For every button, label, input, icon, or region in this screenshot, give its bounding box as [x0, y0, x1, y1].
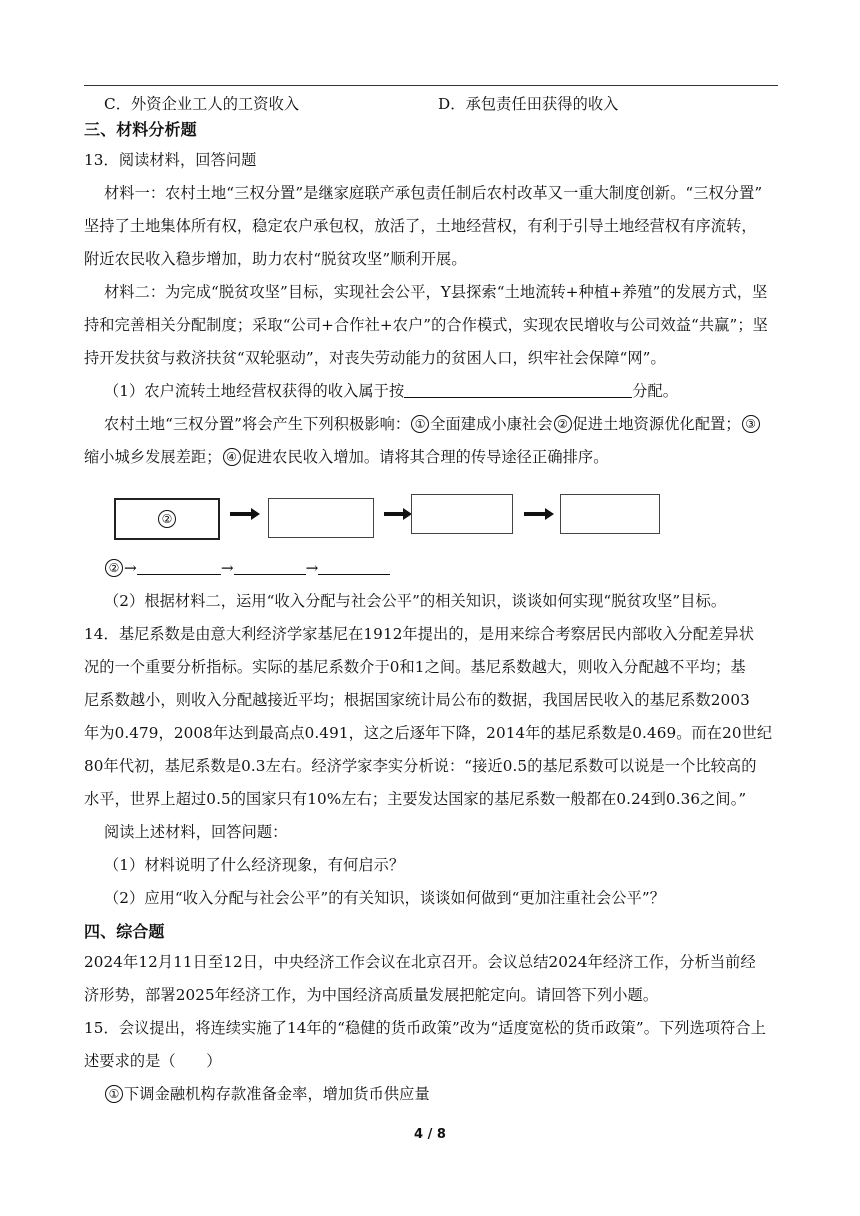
item-2-number: ②	[554, 415, 572, 433]
q13-chain-line2	[84, 447, 784, 467]
q13-stem: 13．阅读材料，回答问题	[84, 151, 257, 169]
q13-chain-line1	[104, 414, 804, 434]
q15-option1	[104, 1084, 804, 1104]
q13-material2-line2: 持和完善相关分配制度；采取“公司+合作社+农户”的合作模式，实现农民增收与公司效益“共赢”；坚	[84, 316, 768, 334]
q14-question1: （1）材料说明了什么经济现象，有何启示？	[104, 856, 405, 874]
answer-arrow-2: →	[220, 559, 234, 577]
q13-material1-line1: 材料一：农村土地“三权分置”是继家庭联产承包责任制后农村改革又一重大制度创新。“三权分置”	[104, 184, 763, 202]
q14-line4: 年为0.479，2008年达到最高点0.491，这之后逐年下降，2014年的基尼系数是0.469。而在20世纪	[84, 724, 773, 742]
section4-intro-line2: 济形势，部署2025年经济工作，为中国经济高质量发展把舵定向。请回答下列小题。	[84, 986, 659, 1004]
option-d: D．承包责任田获得的收入	[438, 95, 619, 113]
q14-line3: 尼系数越小，则收入分配越接近平均；根据国家统计局公布的数据，我国居民收入的基尼系数2003	[84, 691, 750, 709]
q14-line2: 况的一个重要分析指标。实际的基尼系数介于0和1之间。基尼系数越大，则收入分配越不平均；基	[84, 658, 746, 676]
flow-box-3[interactable]	[411, 494, 513, 534]
header-rule	[84, 85, 778, 86]
q15-option1-number: ①	[105, 1085, 123, 1103]
item-4-number: ④	[223, 448, 241, 466]
q14-line5: 80年代初，基尼系数是0.3左右。经济学家李实分析说：“接近0.5的基尼系数可以说是一个比较高的	[84, 757, 757, 775]
q13-question1-suffix: 分配。	[632, 382, 679, 400]
page-number: 4 / 8	[414, 1127, 446, 1142]
q13-material1-line2: 坚持了土地集体所有权，稳定农户承包权，放活了，土地经营权，有利于引导土地经营权有序流转，	[84, 217, 757, 235]
item-1-text: 全面建成小康社会	[430, 415, 553, 433]
q14-line6: 水平，世界上超过0.5的国家只有10%左右；主要发达国家的基尼系数一般都在0.24到0.36之间。”	[84, 790, 747, 808]
answer-arrow-3: →	[305, 559, 319, 577]
item-2-text: 促进土地资源优化配置；	[572, 415, 741, 433]
answer-start-number: ②	[105, 559, 123, 577]
answer-blank-distribution[interactable]	[404, 383, 632, 398]
q15-option1-text: 下调金融机构存款准备金率，增加货币供应量	[124, 1085, 430, 1103]
chain-intro: 农村土地“三权分置”将会产生下列积极影响：	[104, 415, 411, 433]
section4-intro-line1: 2024年12月11日至12日，中央经济工作会议在北京召开。会议总结2024年经济工作，分析当前经	[84, 953, 756, 971]
section-title-comprehensive: 四、综合题	[84, 922, 165, 941]
item-1-number: ①	[411, 415, 429, 433]
q13-material1-line3: 附近农民收入稳步增加，助力农村“脱贫攻坚”顺利开展。	[84, 250, 467, 268]
q15-line2: 述要求的是（ ）	[84, 1052, 222, 1070]
flow-box-1	[114, 498, 220, 540]
q13-question2: （2）根据材料二，运用“收入分配与社会公平”的相关知识，谈谈如何实现“脱贫攻坚”目标。	[104, 592, 727, 610]
q13-material2-line1: 材料二：为完成“脱贫攻坚”目标，实现社会公平，Y县探索“土地流转+种植+养殖”的发展方式，坚	[104, 283, 768, 301]
q13-material2-line3: 持开发扶贫与救济扶贫“双轮驱动”，对丧失劳动能力的贫困人口，织牢社会保障“网”。	[84, 349, 666, 367]
q14-question2: （2）应用“收入分配与社会公平”的有关知识，谈谈如何做到“更加注重社会公平”？	[104, 889, 665, 907]
item-3-text: 缩小城乡发展差距；	[84, 448, 222, 466]
q14-line1: 14．基尼系数是由意大利经济学家基尼在1912年提出的，是用来综合考察居民内部收入分配差异状	[84, 625, 755, 643]
q14-instruction: 阅读上述材料，回答问题：	[104, 823, 288, 841]
answer-blank-3[interactable]	[318, 560, 390, 575]
flow-box-4[interactable]	[560, 494, 660, 534]
q13-chain-answer	[104, 558, 804, 578]
answer-arrow-1: →	[124, 559, 137, 577]
q15-line1: 15．会议提出，将连续实施了14年的“稳健的货币政策”改为“适度宽松的货币政策”。下列选项符合上	[84, 1019, 767, 1037]
section-title-material-analysis: 三、材料分析题	[84, 120, 197, 139]
option-c: C．外资企业工人的工资收入	[104, 95, 300, 113]
flow-box-1-label	[116, 509, 218, 528]
answer-blank-1[interactable]	[137, 560, 221, 575]
item-4-text: 促进农民收入增加。请将其合理的传导途径正确排序。	[241, 448, 609, 466]
item-3-number: ③	[742, 415, 760, 433]
q13-question1-prefix: （1）农户流转土地经营权获得的收入属于按	[104, 382, 405, 400]
flow-box-1-number: ②	[158, 510, 176, 528]
flow-box-2[interactable]	[268, 498, 374, 538]
q13-question1	[104, 381, 804, 401]
answer-blank-2[interactable]	[234, 560, 306, 575]
